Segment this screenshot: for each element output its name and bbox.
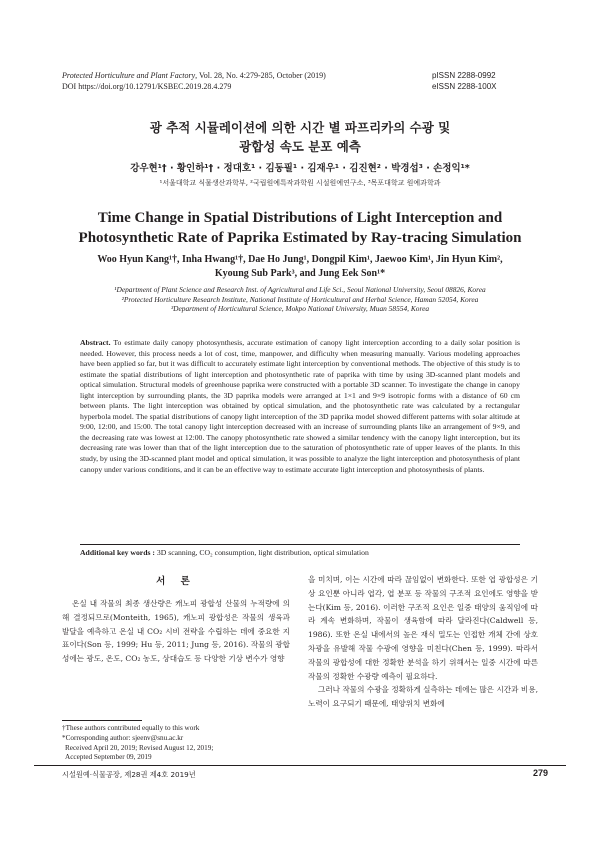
- journal-header: [62, 70, 402, 92]
- footnote-accepted: Accepted September 09, 2019: [65, 753, 152, 762]
- keywords-text: 3D scanning, CO₂ consumption, light distribution, optical simulation: [154, 548, 369, 557]
- affiliation-1: ¹Department of Plant Science and Research Inst. of Agricultural and Life Sci., Seoul National University, Seoul 08826, Korea: [114, 285, 486, 294]
- abstract-label: Abstract.: [80, 338, 111, 347]
- abstract: [80, 338, 520, 475]
- english-authors: [60, 253, 540, 281]
- english-title: [55, 208, 545, 248]
- korean-title-line2: 광합성 속도 분포 예측: [239, 139, 361, 154]
- affiliation-3: ³Department of Horticultural Science, Mokpo National University, Muan 58554, Korea: [170, 304, 430, 314]
- footnote-divider: [62, 720, 142, 721]
- keywords-label: Additional key words :: [80, 548, 155, 557]
- volume-info: , Vol. 28, No. 4:279-285, October (2019): [195, 71, 326, 80]
- footnotes: [62, 724, 290, 763]
- body-paragraph: 온실 내 작물의 최종 생산량은 캐노피 광합성 산물의 누적량에 의해 결정되므로(Monteith, 1965), 캐노피 광합성은 작물의 생육과 발달을 예측하고 온실 내 CO₂ 시비 전략을 수립하는 데에 중요한 지표이다(Son 등, 1999; Hu 등, 2011; Jung 등, 2016). 작물의 광합성에는 광도, 온도, CO₂ 농도, 상대습도 등 다양한 기상 변수가 영향: [62, 599, 290, 664]
- body-paragraph: 그러나 작물의 수광을 정확하게 실측하는 데에는 많은 시간과 비용, 노력이 요구되기 때문에, 태양위치 변화에: [308, 685, 538, 709]
- doi: DOI https://doi.org/10.12791/KSBEC.2019.28.4.279: [62, 82, 232, 91]
- footnote-received: Received April 20, 2019; Revised August 12, 2019;: [65, 743, 214, 752]
- pissn: pISSN 2288-0992: [432, 71, 496, 80]
- keywords-divider: [80, 544, 520, 545]
- issn-block: [432, 70, 552, 92]
- keywords: [80, 548, 520, 557]
- footnote-equal-contribution: †These authors contributed equally to this work: [62, 724, 200, 732]
- footer-divider: [34, 765, 566, 766]
- eissn: eISSN 2288-100X: [432, 82, 497, 91]
- english-title-line2: Photosynthetic Rate of Paprika Estimated by Ray-tracing Simulation: [78, 230, 522, 246]
- abstract-text: To estimate daily canopy photosynthesis, accurate estimation of canopy light interception according to a daily solar position is needed. However, this process needs a lot of cost, time, manpower, and difficulty when measuring manually. Various modeling approaches have been applied so far, but it was difficult to accurately estimate light interception by conventional methods. The objective of this study is to estimate the spatial distributions of light interception and photosynthetic rate of paprika with time by using 3D-scanned plant models and optical simulation. Structural models of greenhouse paprika were constructed with a portable 3D scanner. To investigate the change in canopy light interception by surrounding plants, the 3D paprika models were arranged at 1×1 and 9×9 isotropic forms with a distance of 60 cm between plants. The light interception was obtained by optical simulation, and the photosynthetic rate was calculated by a rectangular hyperbola model. The spatial distributions of canopy light interception of the 3D paprika model showed different patterns with solar altitude at 9:00, 12:00, and 15:00. The total canopy light interception decreased with an increase of surrounding plants like an arrangement of 9×9, and the decreasing rate was lowest at 12:00. The canopy photosynthetic rate showed a similar tendency with the canopy light interception, but its decreasing rate was lower than that of the light interception due to the saturation of photosynthetic rate of upper leaves of the plants. In this study, by using the 3D-scanned plant model and optical simulation, it was possible to analyze the light interception and photosynthesis of plant canopy under various conditions, and it can be an effective way to estimate accurate light interception and photosynthesis of plants.: [80, 338, 520, 474]
- korean-title: [60, 118, 540, 156]
- page-number: 279: [532, 768, 548, 778]
- footnote-corresponding: *Corresponding author: sjeenv@snu.ac.kr: [62, 733, 184, 742]
- english-affiliations: [60, 285, 540, 314]
- affiliation-2: ²Protected Horticulture Research Institute, National Institute of Horticultural and Herbal Science, Haman 52054, Korea: [121, 294, 479, 304]
- english-authors-line2: Kyoung Sub Park³, and Jung Eek Son¹*: [214, 268, 386, 279]
- english-title-line1: Time Change in Spatial Distributions of Light Interception and: [97, 210, 503, 226]
- korean-affiliations: ¹서울대학교 식물생산과학부, ²국립원예특작과학원 시설원예연구소, ³목포대학교 원예과학과: [159, 179, 441, 187]
- journal-name: Protected Horticulture and Plant Factory: [62, 71, 196, 80]
- body-left-column: [62, 573, 290, 666]
- body-right-column: [308, 573, 538, 711]
- section-heading: 서 론: [156, 576, 196, 587]
- body-paragraph: 을 미치며, 이는 시간에 따라 끊임없이 변화한다. 또한 엽 광합성은 기상 요인뿐 아니라 엽각, 엽 분포 등 작물의 구조적 요인에도 영향을 받는다(Kim 등, 2016). 이러한 구조적 요인은 일중 태양의 움직임에 따라 계속 변화하며, 작물이 생육함에 따라 달라진다(Caldwell 등, 1986). 또한 온실 내에서의 높은 재식 밀도는 인접한 개체 간에 상호 차광을 유발해 작물 수광에 영향을 미친다(Chen 등, 1999). 따라서 작물의 광합성에 대한 정확한 분석을 하기 위해서는 일중 시간에 따른 작물의 정확한 수광량 예측이 필요하다.: [308, 575, 538, 681]
- korean-title-line1: 광 추적 시뮬레이션에 의한 시간 별 파프리카의 수광 및: [149, 120, 451, 135]
- footer-journal: 시설원예·식물공장, 제28권 제4호 2019년: [62, 770, 196, 779]
- korean-authors: 강우현¹† · 황인하¹† · 정대호¹ · 김동필¹ · 김재우¹ · 김진현² · 박경섭³ · 손정익¹*: [130, 163, 470, 174]
- english-authors-line1: Woo Hyun Kang¹†, Inha Hwang¹†, Dae Ho Jung¹, Dongpil Kim¹, Jaewoo Kim¹, Jin Hyun Kim²,: [97, 254, 503, 265]
